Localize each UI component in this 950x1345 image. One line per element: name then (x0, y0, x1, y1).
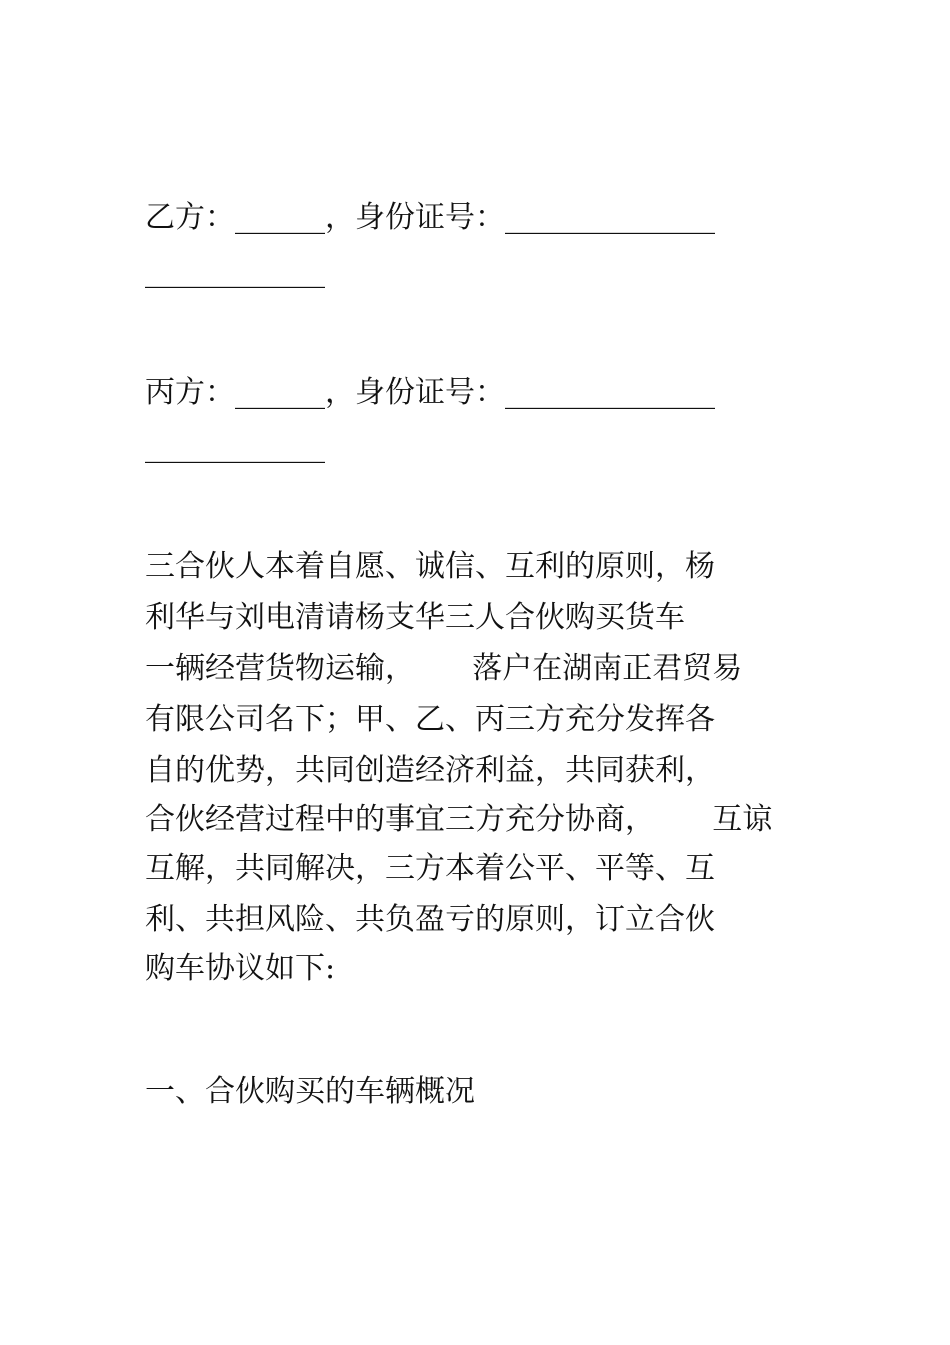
preamble-line: 合伙经营过程中的事宜三方充分协商， 互谅 (145, 802, 773, 837)
party-b-line: 乙方：______，身份证号：______________ (145, 200, 715, 235)
preamble-line: 利华与刘电清请杨支华三人合伙购买货车 (145, 600, 685, 635)
party-c-id-continuation: ____________ (145, 429, 325, 464)
preamble-line: 自的优势，共同创造经济利益，共同获利， (145, 753, 715, 788)
preamble-line: 利、共担风险、共负盈亏的原则，订立合伙 (145, 902, 715, 937)
preamble-line: 互解，共同解决，三方本着公平、平等、互 (145, 851, 715, 886)
party-b-id-continuation: ____________ (145, 254, 325, 289)
section-heading: 一、合伙购买的车辆概况 (145, 1074, 475, 1109)
preamble-line: 有限公司名下；甲、乙、丙三方充分发挥各 (145, 702, 715, 737)
preamble-line: 三合伙人本着自愿、诚信、互利的原则，杨 (145, 549, 715, 584)
preamble-line: 一辆经营货物运输， 落户在湖南正君贸易 (145, 651, 743, 686)
preamble-line: 购车协议如下: (145, 951, 336, 986)
party-c-line: 丙方：______，身份证号：______________ (145, 375, 715, 410)
